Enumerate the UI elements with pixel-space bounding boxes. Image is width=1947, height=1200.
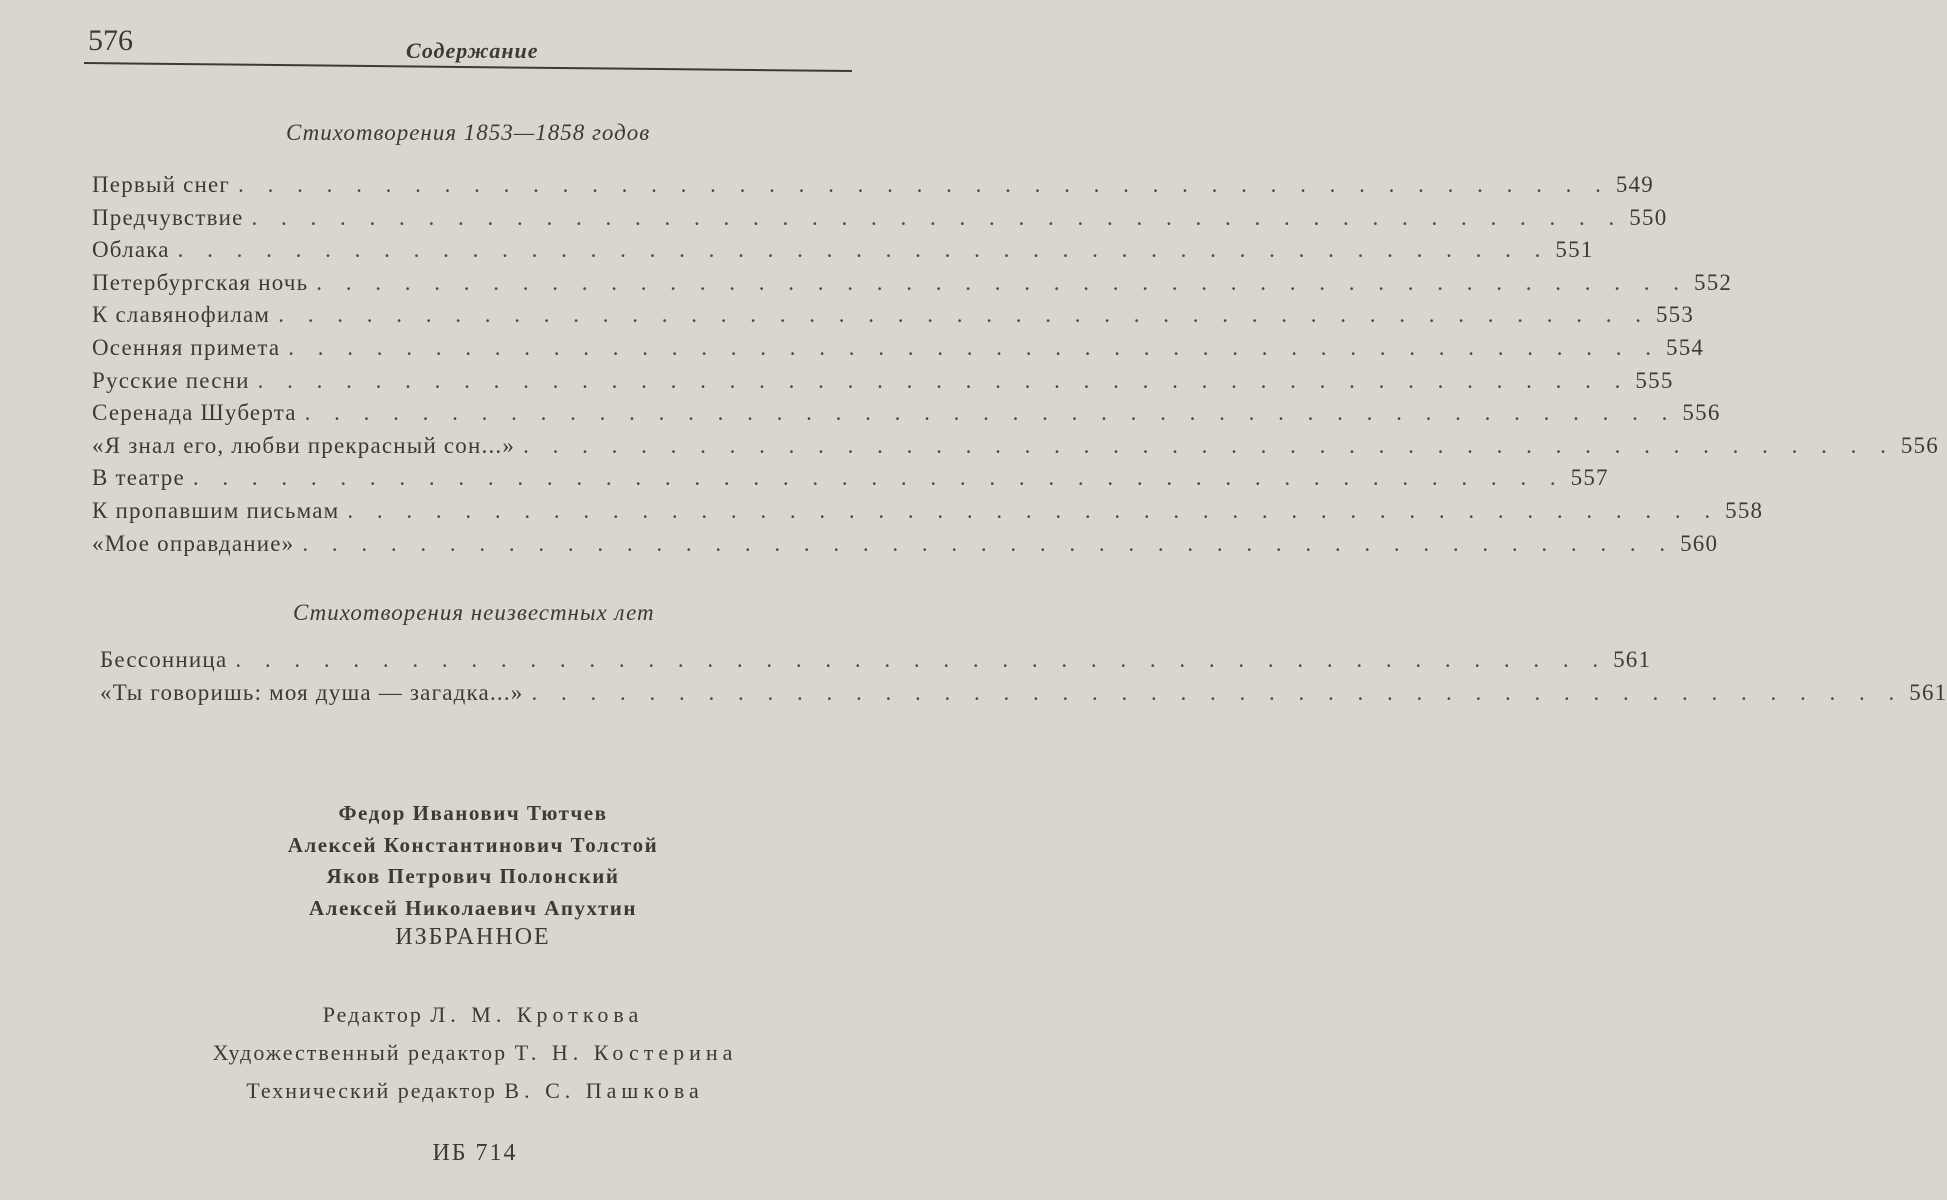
- editor-name: Т. Н. Костерина: [514, 1040, 738, 1065]
- toc-entry: [92, 237, 1594, 270]
- dot-leader: . . . . . . . . . . . . . . . . . . . . . . . . . . . . . . . . . . . . . . . . . . . . . . .: [316, 269, 1689, 295]
- toc-entry: [100, 679, 1947, 713]
- page-number: 576: [88, 24, 133, 57]
- toc-entry-title: К славянофилам: [92, 302, 271, 328]
- toc-entry: [92, 334, 1705, 368]
- toc-entry: [92, 269, 1733, 303]
- ib-number: ИБ 714: [432, 1140, 518, 1166]
- editor-line: [0, 996, 900, 1034]
- dot-leader: . . . . . . . . . . . . . . . . . . . . . . . . . . . . . . . . . . . . . . . . . . . . . . .: [235, 647, 1608, 672]
- toc-entry: [92, 530, 1719, 564]
- toc-entry-page: 561: [1613, 647, 1652, 672]
- toc-entry-page: 556: [1682, 400, 1721, 426]
- toc-entry-page: 560: [1680, 530, 1719, 556]
- dot-leader: . . . . . . . . . . . . . . . . . . . . . . . . . . . . . . . . . . . . . . . . . . . . . . .: [523, 432, 1895, 458]
- section-title-unknown-years: Стихотворения неизвестных лет: [293, 600, 655, 625]
- editors-block: [0, 996, 900, 1110]
- editor-role: Художественный редактор: [212, 1040, 508, 1065]
- toc-entry-title: Русские песни: [92, 367, 250, 393]
- toc-list-unknown-years: [100, 647, 1947, 712]
- editor-role: Технический редактор: [246, 1078, 497, 1103]
- toc-list-1853-1858: [92, 172, 1939, 563]
- dot-leader: . . . . . . . . . . . . . . . . . . . . . . . . . . . . . . . . . . . . . . . . . . . . . . .: [177, 237, 1550, 263]
- running-title: Содержание: [406, 38, 539, 63]
- toc-entry-page: 556: [1900, 432, 1939, 458]
- toc-entry-title: Осенняя примета: [92, 334, 281, 360]
- toc-entry: [92, 204, 1668, 238]
- authors-block: [0, 798, 900, 924]
- toc-entry-title: Петербургская ночь: [92, 269, 309, 295]
- toc-entry: [100, 647, 1652, 680]
- toc-entry-title: «Я знал его, любви прекрасный сон...»: [92, 432, 516, 458]
- dot-leader: . . . . . . . . . . . . . . . . . . . . . . . . . . . . . . . . . . . . . . . . . . . . . . .: [251, 204, 1624, 230]
- toc-entry-page: 551: [1555, 237, 1594, 263]
- toc-entry: [92, 172, 1654, 205]
- toc-entry-page: 554: [1666, 334, 1705, 360]
- editor-line: [0, 1072, 900, 1110]
- toc-entry-page: 553: [1655, 302, 1695, 328]
- toc-entry-title: Предчувствие: [92, 204, 244, 230]
- toc-entry-page: 552: [1694, 269, 1733, 295]
- author-name: Федор Иванович Тютчев: [338, 801, 608, 825]
- toc-entry-title: В театре: [92, 465, 185, 491]
- dot-leader: . . . . . . . . . . . . . . . . . . . . . . . . . . . . . . . . . . . . . . . . . . . . . . .: [238, 172, 1610, 197]
- editor-role: Редактор: [322, 1002, 423, 1027]
- dot-leader: . . . . . . . . . . . . . . . . . . . . . . . . . . . . . . . . . . . . . . . . . . . . . . .: [257, 367, 1630, 393]
- toc-entry-page: 549: [1615, 172, 1654, 197]
- editor-line: [0, 1034, 900, 1072]
- toc-entry-page: 561: [1909, 679, 1947, 705]
- toc-entry-page: 557: [1570, 465, 1609, 491]
- page-header: [88, 18, 850, 66]
- toc-entry-title: Облака: [92, 237, 170, 263]
- author-name: Яков Петрович Полонский: [326, 864, 620, 888]
- dot-leader: . . . . . . . . . . . . . . . . . . . . . . . . . . . . . . . . . . . . . . . . . . . . . . .: [531, 679, 1904, 705]
- dot-leader: . . . . . . . . . . . . . . . . . . . . . . . . . . . . . . . . . . . . . . . . . . . . . . .: [347, 497, 1720, 523]
- toc-entry: [92, 465, 1609, 498]
- toc-entry-page: 555: [1635, 367, 1674, 393]
- toc-entry: [92, 302, 1695, 335]
- toc-entry-page: 550: [1629, 204, 1668, 230]
- book-title: ИЗБРАННОЕ: [395, 924, 551, 950]
- dot-leader: . . . . . . . . . . . . . . . . . . . . . . . . . . . . . . . . . . . . . . . . . . . . . . .: [302, 530, 1675, 556]
- editor-name: Л. М. Кроткова: [430, 1002, 644, 1027]
- toc-entry-title: «Ты говоришь: моя душа — загадка...»: [100, 679, 524, 705]
- toc-entry-title: Серенада Шуберта: [92, 400, 297, 426]
- dot-leader: . . . . . . . . . . . . . . . . . . . . . . . . . . . . . . . . . . . . . . . . . . . . . . .: [192, 465, 1565, 491]
- toc-entry: [92, 367, 1674, 401]
- dot-leader: . . . . . . . . . . . . . . . . . . . . . . . . . . . . . . . . . . . . . . . . . . . . . . .: [278, 302, 1650, 328]
- toc-entry-title: К пропавшим письмам: [92, 497, 340, 523]
- dot-leader: . . . . . . . . . . . . . . . . . . . . . . . . . . . . . . . . . . . . . . . . . . . . . . .: [304, 400, 1677, 426]
- dot-leader: . . . . . . . . . . . . . . . . . . . . . . . . . . . . . . . . . . . . . . . . . . . . . . .: [288, 334, 1661, 360]
- section-title-1853-1858: Стихотворения 1853—1858 годов: [286, 120, 651, 145]
- toc-entry: [92, 400, 1721, 433]
- editor-name: В. С. Пашкова: [504, 1078, 704, 1103]
- toc-entry-page: 558: [1725, 497, 1764, 523]
- author-name: Алексей Константинович Толстой: [287, 832, 659, 857]
- toc-entry: [92, 497, 1764, 531]
- toc-entry-title: «Мое оправдание»: [92, 530, 295, 556]
- author-name: Алексей Николаевич Апухтин: [309, 895, 637, 920]
- toc-entry-title: Первый снег: [92, 172, 231, 197]
- toc-entry-title: Бессонница: [100, 647, 228, 672]
- toc-entry: [92, 432, 1939, 466]
